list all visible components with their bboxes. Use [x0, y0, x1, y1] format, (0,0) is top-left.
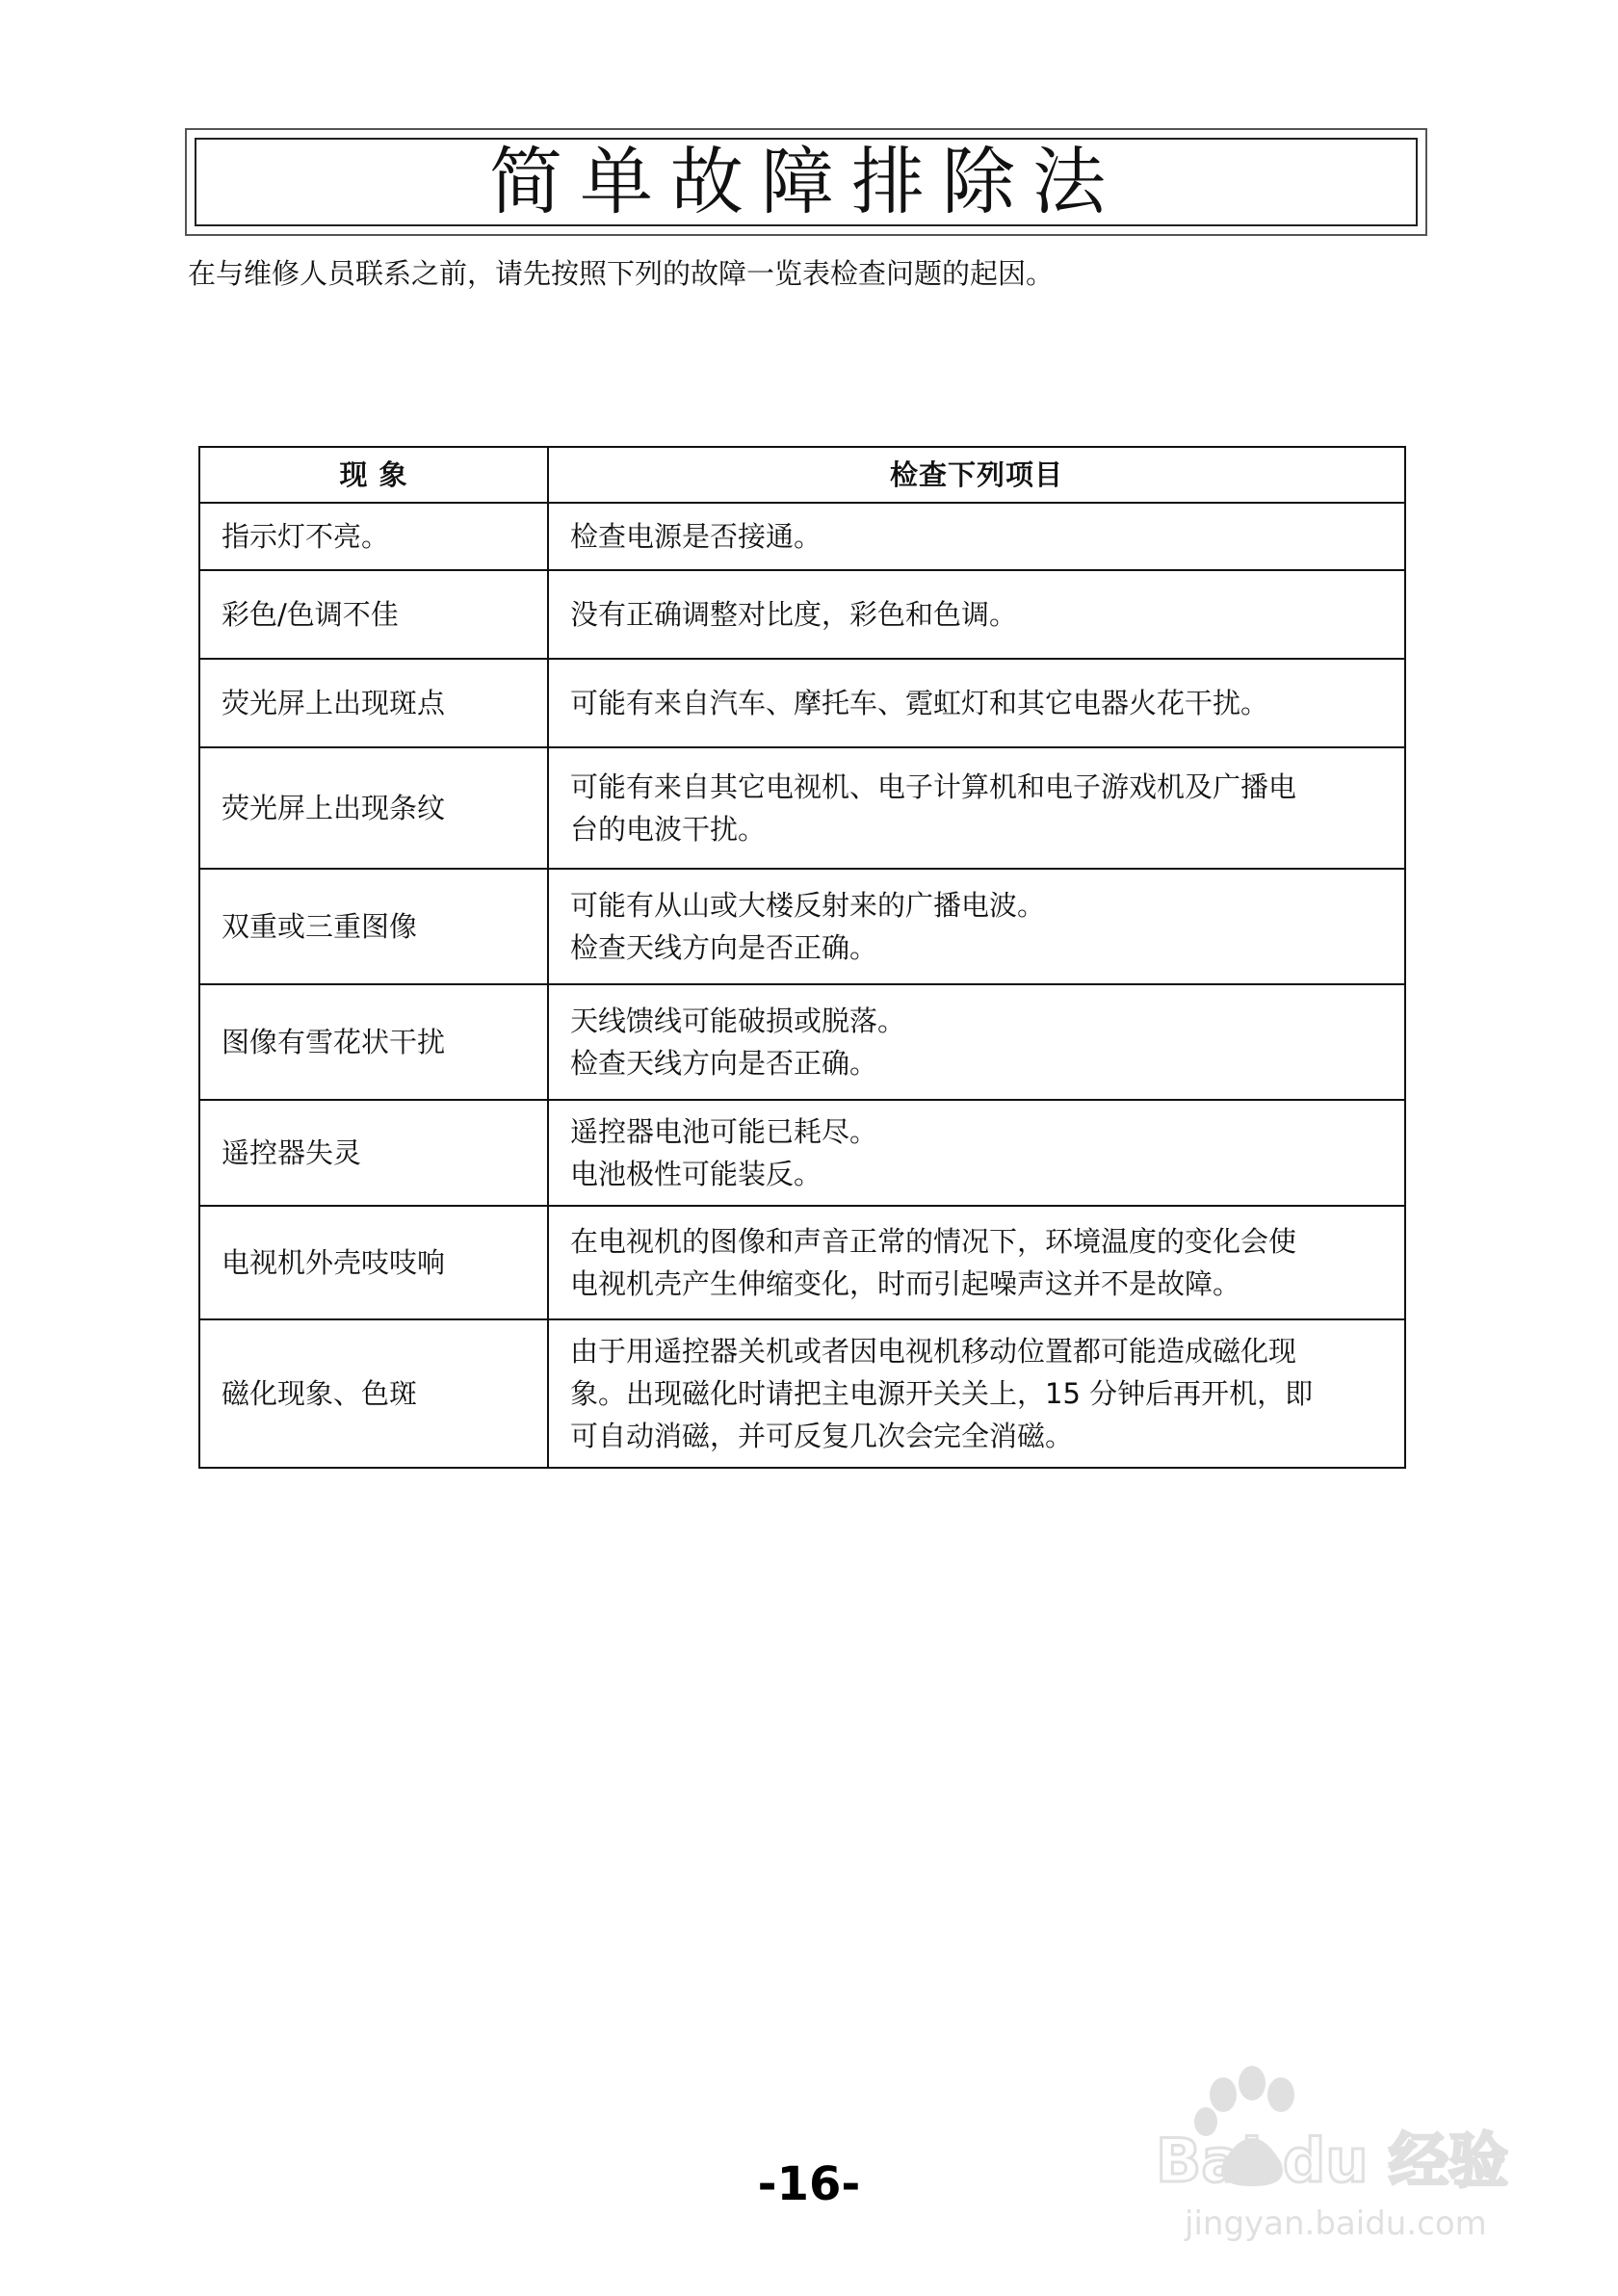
check-line: 在电视机的图像和声音正常的情况下，环境温度的变化会使 — [570, 1225, 1297, 1258]
check-line: 检查天线方向是否正确。 — [570, 1047, 878, 1080]
check-line: 可能有从山或大楼反射来的广播电波。 — [570, 889, 1046, 922]
table-row — [199, 1100, 1405, 1206]
symptom-cell: 彩色/色调不佳 — [199, 570, 548, 659]
check-cell — [548, 570, 1405, 659]
symptom-cell: 双重或三重图像 — [199, 869, 548, 984]
symptom-cell: 磁化现象、色斑 — [199, 1319, 548, 1468]
symptom-cell: 指示灯不亮。 — [199, 503, 548, 570]
check-cell — [548, 503, 1405, 570]
baidu-jingyan-watermark — [1146, 2056, 1551, 2249]
symptom-cell: 图像有雪花状干扰 — [199, 984, 548, 1100]
table-row — [199, 570, 1405, 659]
symptom-cell: 遥控器失灵 — [199, 1100, 548, 1206]
symptom-cell: 电视机外壳吱吱响 — [199, 1206, 548, 1319]
check-line: 检查天线方向是否正确。 — [570, 931, 878, 964]
page-title: 简单故障排除法 — [489, 139, 1123, 224]
check-line: 可能有来自其它电视机、电子计算机和电子游戏机及广播电 — [570, 770, 1297, 803]
header-symptom: 现 象 — [199, 447, 548, 503]
check-cell — [548, 984, 1405, 1100]
table-row — [199, 869, 1405, 984]
check-line: 检查电源是否接通。 — [570, 520, 822, 553]
page-number: -16- — [757, 2157, 861, 2211]
table-row — [199, 1206, 1405, 1319]
check-cell — [548, 1206, 1405, 1319]
table-row — [199, 747, 1405, 869]
check-line: 电视机壳产生伸缩变化，时而引起噪声这并不是故障。 — [570, 1267, 1241, 1300]
check-cell — [548, 1100, 1405, 1206]
table-header-row — [199, 447, 1405, 503]
symptom-cell: 荧光屏上出现条纹 — [199, 747, 548, 869]
table-row — [199, 1319, 1405, 1468]
header-check-items: 检查下列项目 — [548, 447, 1405, 503]
table-row — [199, 984, 1405, 1100]
check-line: 可自动消磁，并可反复几次会完全消磁。 — [570, 1420, 1074, 1452]
check-line: 电池极性可能装反。 — [570, 1158, 822, 1190]
title-inner-border — [195, 138, 1418, 226]
check-line: 没有正确调整对比度，彩色和色调。 — [570, 598, 1018, 631]
check-line: 台的电波干扰。 — [570, 813, 767, 846]
intro-text: 在与维修人员联系之前，请先按照下列的故障一览表检查问题的起因。 — [188, 257, 1055, 290]
check-line: 由于用遥控器关机或者因电视机移动位置都可能造成磁化现 — [570, 1335, 1297, 1368]
check-line: 天线馈线可能破损或脱落。 — [570, 1004, 906, 1037]
check-line: 遥控器电池可能已耗尽。 — [570, 1115, 878, 1148]
check-cell — [548, 659, 1405, 747]
title-frame — [185, 128, 1427, 236]
check-cell — [548, 1319, 1405, 1468]
watermark-url: jingyan.baidu.com — [1185, 2205, 1487, 2243]
symptom-cell: 荧光屏上出现斑点 — [199, 659, 548, 747]
table-body — [199, 503, 1405, 1468]
check-line: 可能有来自汽车、摩托车、霓虹灯和其它电器火花干扰。 — [570, 687, 1269, 719]
table-row — [199, 659, 1405, 747]
check-line: 象。出现磁化时请把主电源开关关上，15 分钟后再开机，即 — [570, 1377, 1314, 1410]
table-row — [199, 503, 1405, 570]
check-cell — [548, 747, 1405, 869]
check-cell — [548, 869, 1405, 984]
watermark-brand: Bai du 经验 — [1156, 2126, 1509, 2196]
troubleshooting-table — [198, 446, 1406, 1469]
